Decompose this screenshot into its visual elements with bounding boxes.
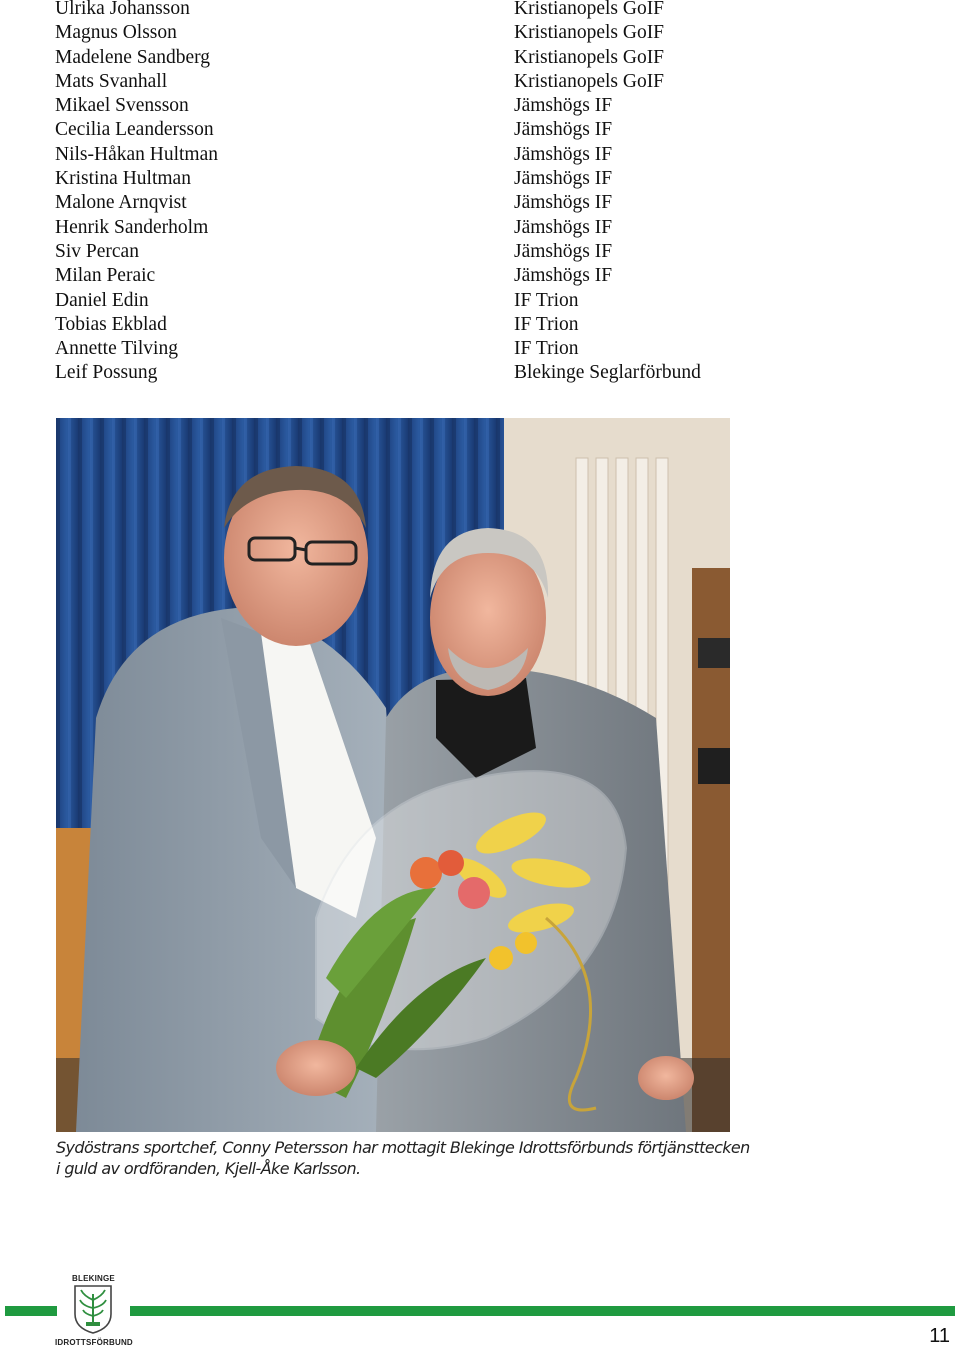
- club-name: Jämshögs IF: [514, 265, 613, 287]
- person-name: Kristina Hultman: [55, 168, 191, 190]
- person-name: Leif Possung: [55, 362, 158, 384]
- photo-caption: [56, 1137, 756, 1179]
- person-name: Milan Peraic: [55, 265, 156, 287]
- logo-bottom-text: IDROTTSFÖRBUND: [55, 1338, 133, 1347]
- person-name: Magnus Olsson: [55, 22, 177, 44]
- person-name: Ulrika Johansson: [55, 0, 190, 19]
- club-name: Kristianopels GoIF: [514, 70, 665, 92]
- award-photo: [56, 418, 730, 1132]
- person-name: Cecilia Leandersson: [55, 119, 214, 141]
- club-name: IF Trion: [514, 338, 579, 360]
- blekinge-idrottsforbund-logo: [55, 1270, 135, 1348]
- club-name: Jämshögs IF: [514, 192, 613, 214]
- club-name: Kristianopels GoIF: [514, 22, 665, 44]
- tree-shield-icon: [72, 1284, 114, 1334]
- caption-line-1: Sydöstrans sportchef, Conny Petersson har mottagit Blekinge Idrottsförbunds förtjänsttecken: [56, 1138, 750, 1157]
- club-name: Jämshögs IF: [514, 119, 613, 141]
- page-number: 11: [929, 1325, 950, 1347]
- club-name: Jämshögs IF: [514, 143, 613, 165]
- person-name: Daniel Edin: [55, 289, 149, 311]
- caption-line-2: i guld av ordföranden, Kjell-Åke Karlsson.: [56, 1159, 361, 1178]
- clubs-column: [514, 0, 701, 386]
- club-name: Jämshögs IF: [514, 168, 613, 190]
- club-name: IF Trion: [514, 313, 579, 335]
- logo-top-text: BLEKINGE: [72, 1274, 115, 1283]
- footer-bar-right: [130, 1306, 955, 1316]
- person-name: Madelene Sandberg: [55, 46, 211, 68]
- club-name: Jämshögs IF: [514, 216, 613, 238]
- footer-bar-left: [5, 1306, 57, 1316]
- club-name: Jämshögs IF: [514, 240, 613, 262]
- person-name: Annette Tilving: [55, 338, 178, 360]
- club-name: Blekinge Seglarförbund: [514, 362, 701, 384]
- names-column: [55, 0, 218, 386]
- person-name: Mats Svanhall: [55, 70, 168, 92]
- club-name: IF Trion: [514, 289, 579, 311]
- person-name: Siv Percan: [55, 240, 139, 262]
- person-name: Nils-Håkan Hultman: [55, 143, 219, 165]
- club-name: Jämshögs IF: [514, 95, 613, 117]
- club-name: Kristianopels GoIF: [514, 46, 665, 68]
- person-name: Henrik Sanderholm: [55, 216, 209, 238]
- person-name: Mikael Svensson: [55, 95, 189, 117]
- club-name: Kristianopels GoIF: [514, 0, 665, 19]
- person-name: Tobias Ekblad: [55, 313, 167, 335]
- person-name: Malone Arnqvist: [55, 192, 187, 214]
